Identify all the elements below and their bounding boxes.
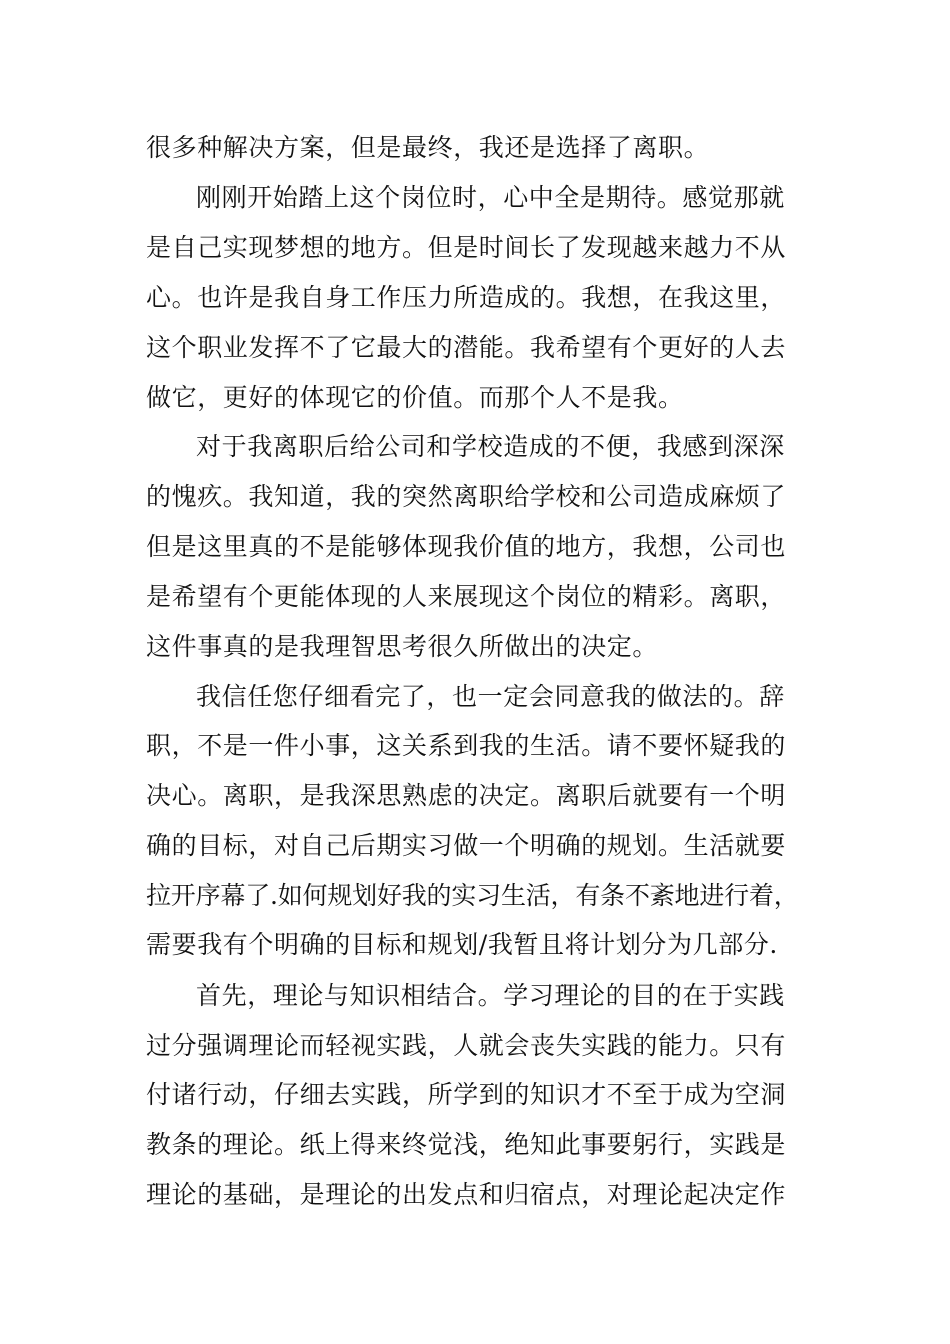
paragraph-first-line: 首先，理论与知识相结合。学习理论的目的在于实践 [196,981,785,1010]
paragraph-first-line: 对于我离职后给公司和学校造成的不便，我感到深深 [196,432,785,461]
text-line: 很多种解决方案，但是最终，我还是选择了离职。 [146,133,710,162]
text-line: 是自己实现梦想的地方。但是时间长了发现越来越力不从 [146,233,787,262]
text-line: 教条的理论。纸上得来终觉浅，绝知此事要躬行，实践是 [146,1130,787,1159]
text-line: 的愧疚。我知道，我的突然离职给学校和公司造成麻烦了 [146,482,787,511]
paragraph-first-line: 刚刚开始踏上这个岗位时，心中全是期待。感觉那就 [196,183,785,212]
text-line: 过分强调理论而轻视实践，人就会丧失实践的能力。只有 [146,1031,787,1060]
text-line: 需要我有个明确的目标和规划/我暂且将计划分为几部分. [146,930,778,959]
text-line: 职，不是一件小事，这关系到我的生活。请不要怀疑我的 [146,731,787,760]
text-line: 付诸行动，仔细去实践，所学到的知识才不至于成为空洞 [146,1080,787,1109]
text-line: 这件事真的是我理智思考很久所做出的决定。 [146,632,659,661]
text-line: 决心。离职，是我深思熟虑的决定。离职后就要有一个明 [146,781,787,810]
text-line: 是希望有个更能体现的人来展现这个岗位的精彩。离职， [146,582,787,611]
text-line: 做它，更好的体现它的价值。而那个人不是我。 [146,383,684,412]
text-line: 但是这里真的不是能够体现我价值的地方，我想，公司也 [146,532,787,561]
paragraph-first-line: 我信任您仔细看完了，也一定会同意我的做法的。辞 [196,682,785,711]
text-line: 理论的基础，是理论的出发点和归宿点，对理论起决定作 [146,1180,787,1209]
text-line: 拉开序幕了.如何规划好我的实习生活，有条不紊地进行着， [146,881,799,910]
text-line: 这个职业发挥不了它最大的潜能。我希望有个更好的人去 [146,333,787,362]
text-line: 确的目标，对自己后期实习做一个明确的规划。生活就要 [146,831,787,860]
text-line: 心。也许是我自身工作压力所造成的。我想，在我这里， [146,283,787,312]
